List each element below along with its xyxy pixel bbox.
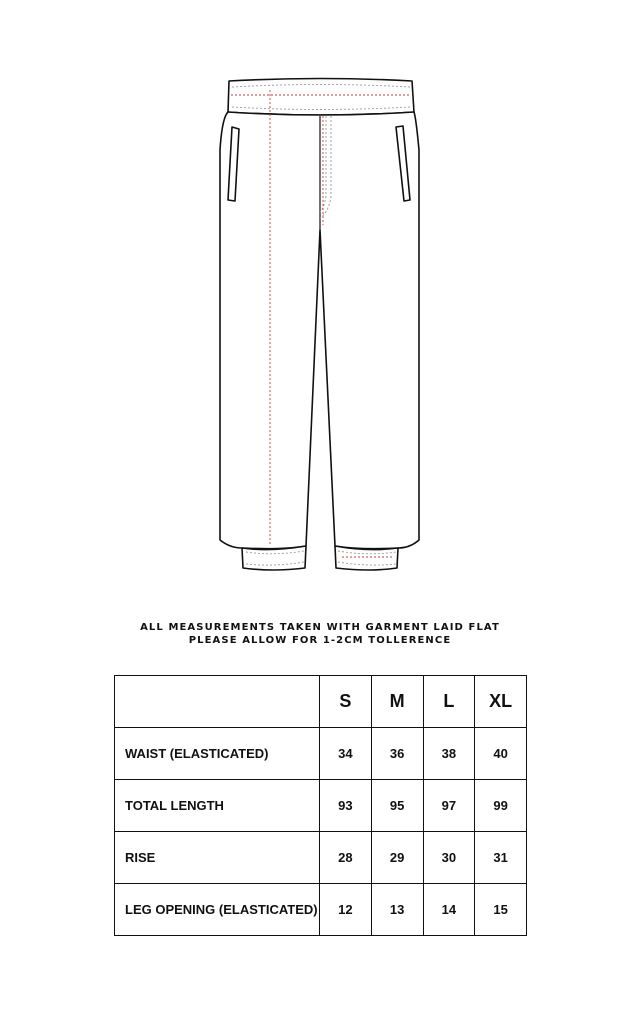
table-row — [115, 832, 527, 884]
right-cuff — [335, 546, 398, 570]
row-label-total-length: TOTAL LENGTH — [115, 780, 320, 832]
table-cell: 12 — [320, 884, 372, 936]
table-cell: 29 — [371, 832, 423, 884]
table-cell: 36 — [371, 728, 423, 780]
size-header-l: L — [423, 676, 475, 728]
table-header-row — [115, 676, 527, 728]
table-cell: 13 — [371, 884, 423, 936]
size-header-xl: XL — [475, 676, 527, 728]
size-chart-table — [114, 675, 527, 936]
left-cuff — [242, 546, 306, 570]
measurement-note: ALL MEASUREMENTS TAKEN WITH GARMENT LAID FLAT — [140, 622, 500, 633]
table-cell: 28 — [320, 832, 372, 884]
header-empty-cell — [115, 676, 320, 728]
table-cell: 31 — [475, 832, 527, 884]
size-header-s: S — [320, 676, 372, 728]
table-cell: 14 — [423, 884, 475, 936]
row-label-rise: RISE — [115, 832, 320, 884]
table-row — [115, 780, 527, 832]
table-cell: 95 — [371, 780, 423, 832]
table-row — [115, 728, 527, 780]
row-label-waist: WAIST (ELASTICATED) — [115, 728, 320, 780]
table-cell: 40 — [475, 728, 527, 780]
table-cell: 34 — [320, 728, 372, 780]
table-cell: 97 — [423, 780, 475, 832]
size-header-m: M — [371, 676, 423, 728]
tolerance-note: PLEASE ALLOW FOR 1-2CM TOLLERENCE — [188, 635, 452, 646]
row-label-leg-opening: LEG OPENING (ELASTICATED) — [115, 884, 320, 936]
table-row — [115, 884, 527, 936]
table-cell: 99 — [475, 780, 527, 832]
table-cell: 93 — [320, 780, 372, 832]
table-cell: 30 — [423, 832, 475, 884]
table-cell: 38 — [423, 728, 475, 780]
table-cell: 15 — [475, 884, 527, 936]
